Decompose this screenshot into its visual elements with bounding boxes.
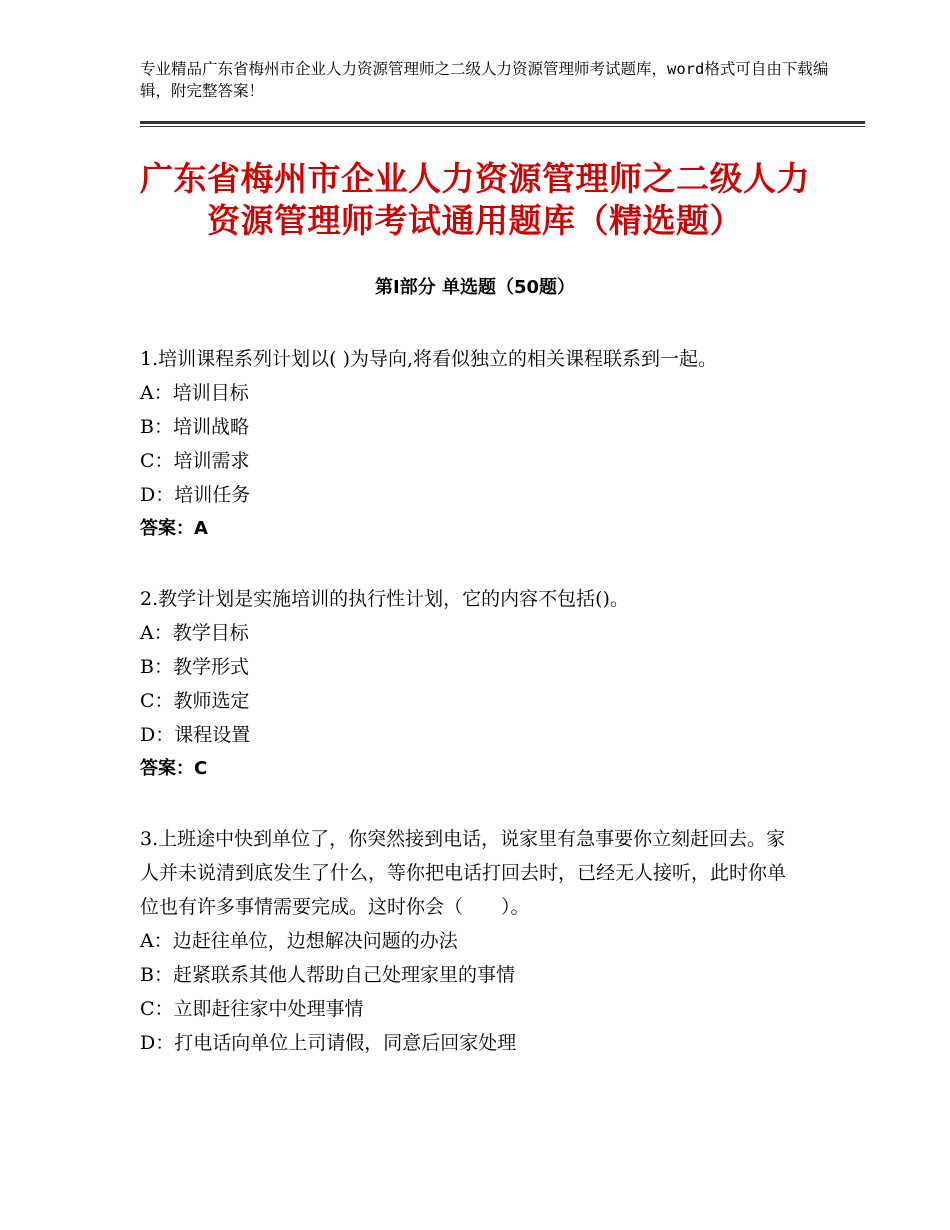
question-stem: 1.培训课程系列计划以( )为导向,将看似独立的相关课程联系到一起。 — [140, 348, 718, 370]
question-stem: 2.教学计划是实施培训的执行性计划，它的内容不包括()。 — [140, 588, 629, 610]
question-1 — [140, 342, 800, 546]
option-d: D：培训任务 — [140, 484, 251, 506]
option-c: C：教师选定 — [140, 690, 250, 712]
question-list — [140, 342, 800, 1096]
header-note: 专业精品广东省梅州市企业人力资源管理师之二级人力资源管理师考试题库，word格式可自由下载编辑，附完整答案！ — [140, 60, 829, 100]
question-stem: 3.上班途中快到单位了，你突然接到电话，说家里有急事要你立刻赶回去。家人并未说清到底发生了什么，等你把电话打回去时，已经无人接听，此时你单位也有许多事情需要完成。这时你会（ ）。 — [140, 828, 787, 918]
option-b: B：赶紧联系其他人帮助自己处理家里的事情 — [140, 964, 515, 986]
header-rule-thick — [140, 121, 865, 124]
option-c: C：立即赶往家中处理事情 — [140, 998, 364, 1020]
document-title: 广东省梅州市企业人力资源管理师之二级人力资源管理师考试通用题库（精选题） — [140, 159, 810, 240]
option-d: D：打电话向单位上司请假，同意后回家处理 — [140, 1032, 517, 1054]
option-d: D：课程设置 — [140, 724, 251, 746]
option-a: A：培训目标 — [140, 382, 249, 404]
option-b: B：教学形式 — [140, 656, 249, 678]
header-rule-thin — [140, 126, 865, 127]
question-3 — [140, 822, 800, 1060]
section-heading: 第Ⅰ部分 单选题（50题） — [374, 277, 575, 298]
answer-line: 答案：C — [140, 758, 208, 779]
option-c: C：培训需求 — [140, 450, 250, 472]
answer-line: 答案：A — [140, 518, 208, 539]
option-a: A：教学目标 — [140, 622, 249, 644]
question-2 — [140, 582, 800, 786]
option-a: A：边赶往单位，边想解决问题的办法 — [140, 930, 458, 952]
option-b: B：培训战略 — [140, 416, 249, 438]
